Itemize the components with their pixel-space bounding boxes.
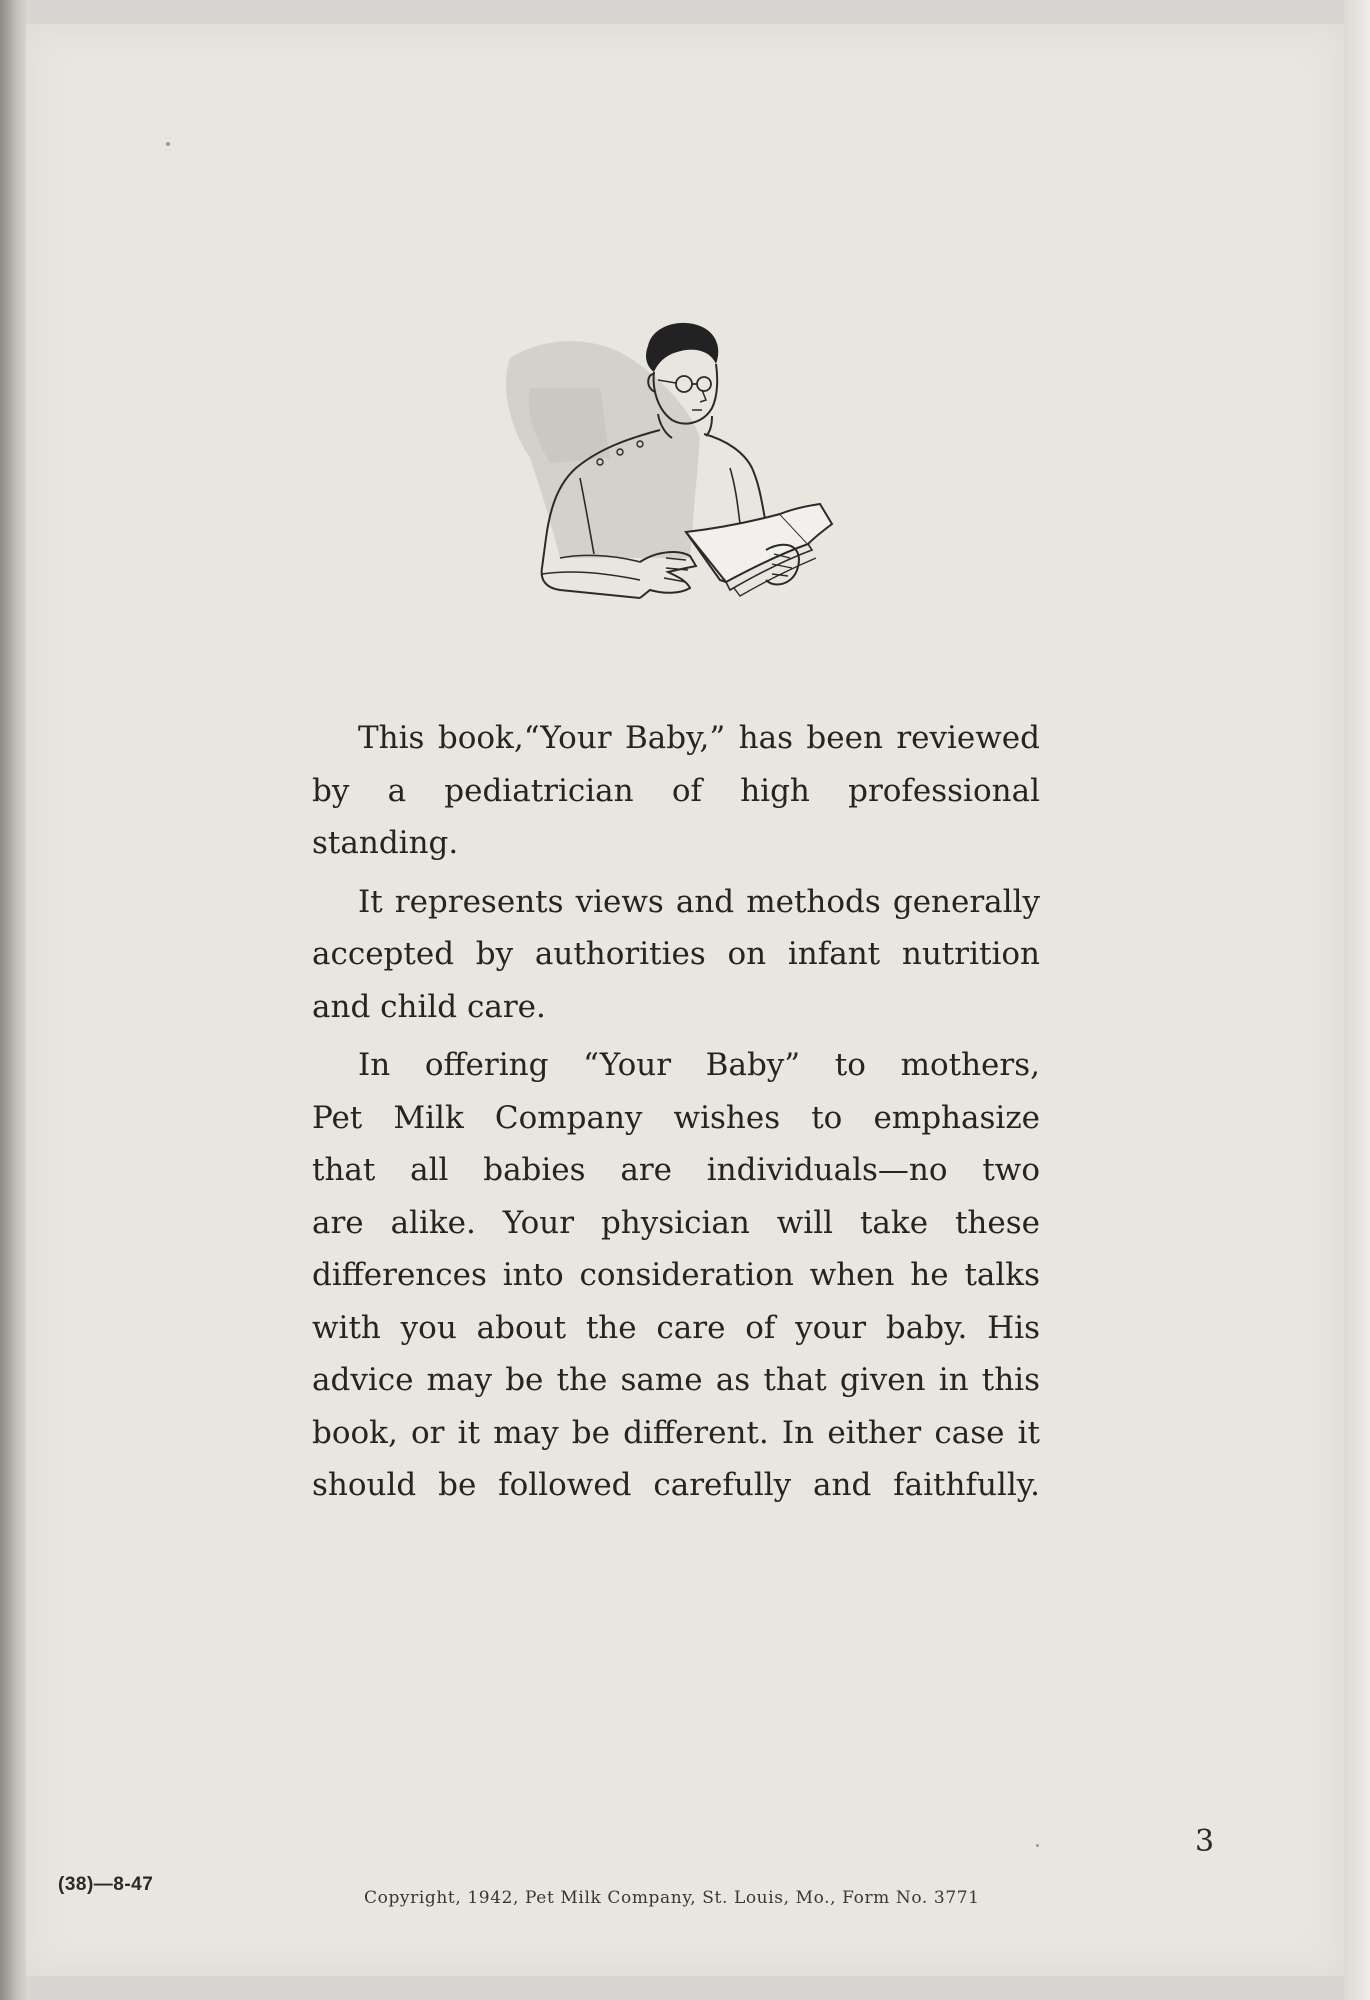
body-text	[312, 712, 1040, 1518]
paper-speck	[1036, 1844, 1039, 1847]
text-line: It represents views and methods generally	[358, 883, 1040, 920]
text-line: Pet Milk Company wishes to emphasize	[312, 1099, 1040, 1136]
paragraph-1	[312, 712, 1040, 870]
paragraph-2	[312, 876, 1040, 1034]
page-number: 3	[1195, 1824, 1215, 1859]
paragraph-3	[312, 1039, 1040, 1512]
text-line: are alike. Your physician will take these	[312, 1204, 1040, 1241]
text-line: advice may be the same as that given in this	[312, 1362, 1040, 1398]
text-line: This book,“Your Baby,” has been reviewed	[358, 720, 1040, 756]
doctor-reading-book-illustration	[490, 318, 870, 658]
text-line: with you about the care of your baby. His	[312, 1309, 1040, 1346]
paper-speck	[166, 142, 170, 146]
page-edge	[1344, 0, 1370, 2000]
copyright-notice: Copyright, 1942, Pet Milk Company, St. Louis, Mo., Form No. 3771	[364, 1888, 980, 1908]
text-line: accepted by authorities on infant nutrition	[312, 936, 1040, 972]
text-line: by a pediatrician of high professional standing.	[312, 772, 1040, 861]
form-code: (38)—8-47	[58, 1874, 154, 1895]
text-line: that all babies are individuals—no two	[312, 1152, 1040, 1188]
text-line: differences into consideration when he talks	[312, 1257, 1040, 1293]
text-line: In offering “Your Baby” to mothers,	[358, 1047, 1040, 1083]
text-line: and child care.	[312, 988, 546, 1025]
text-line: book, or it may be different. In either case it	[312, 1414, 1040, 1451]
text-line: should be followed carefully and faithfully.	[312, 1467, 1040, 1503]
